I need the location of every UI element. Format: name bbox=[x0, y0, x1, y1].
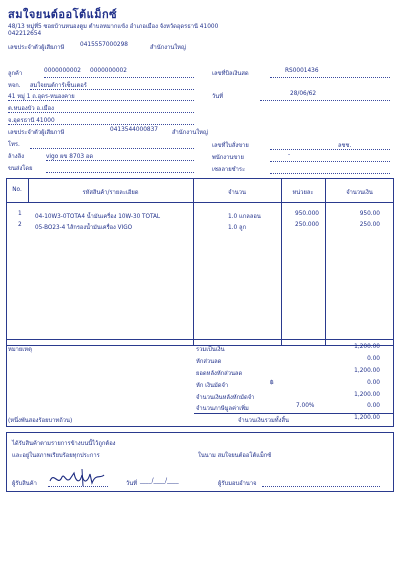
on-behalf-text: ในนาม สมใจยนต์ออโต้แม็กซ์ bbox=[198, 453, 272, 459]
cashier-label: เซลลายชำระ bbox=[212, 167, 246, 173]
authorizer-label: ผู้รับมอบอำนาจ bbox=[218, 481, 257, 487]
shop-name: สมใจยนต์การ์เซ็นเตอร์ bbox=[30, 83, 87, 89]
col-header-unit-price: หน่วยละ bbox=[292, 190, 314, 196]
vehicle-value: vigo ผข 8703 อด bbox=[46, 154, 94, 160]
customer-tax-id: 0413544000837 bbox=[110, 127, 158, 133]
company-phone: 042212654 bbox=[8, 31, 42, 37]
col-header-amount: จำนวนเงิน bbox=[346, 190, 373, 196]
vat-rate: 7.00% bbox=[296, 403, 315, 409]
company-tax-label: เลขประจำตัวผู้เสียภาษี bbox=[8, 45, 65, 51]
company-branch: สำนักงานใหญ่ bbox=[150, 45, 186, 51]
deposit-currency: ฿ bbox=[270, 380, 274, 386]
receiver-label: ผู้รับสินค้า bbox=[12, 481, 37, 487]
row-1-no: 1 bbox=[18, 211, 22, 217]
customer-branch: สำนักงานใหญ่ bbox=[172, 130, 208, 136]
row-2-description: 05-BO23-4 ไส้กรองน้ำมันเครื่อง VIGO bbox=[35, 225, 133, 231]
deposit-value: 0.00 bbox=[367, 380, 380, 386]
row-1-quantity: 1.0 แกลลอน bbox=[228, 214, 261, 220]
col-header-no: No. bbox=[12, 187, 22, 193]
row-2-amount: 250.00 bbox=[359, 222, 380, 228]
shop-prefix: หจก. bbox=[8, 83, 21, 89]
company-address: 48/13 หมู่ที่5 ซอยบ้านหนองตูม ตำบลหมากแข้ง อำเภอเมือง จังหวัดอุดรธานี 41000 bbox=[8, 24, 219, 30]
row-2-no: 2 bbox=[18, 222, 22, 228]
bill-number-label: เลขที่บิลเงินสด bbox=[212, 71, 249, 77]
doc-date: 28/06/62 bbox=[290, 91, 317, 97]
discount-label: หักส่วนลด bbox=[196, 359, 222, 365]
grand-total-label: จำนวนเงินรวมทั้งสิ้น bbox=[238, 418, 289, 424]
salesman-label: พนักงานขาย bbox=[212, 155, 244, 161]
subtotal-label: รวมเป็นเงิน bbox=[196, 347, 225, 353]
row-2-quantity: 1.0 ลูก bbox=[228, 225, 247, 231]
receiver-signature bbox=[46, 465, 112, 489]
after-discount-label: ยอดหลังหักส่วนลด bbox=[196, 371, 243, 377]
grand-total-value: 1,200.00 bbox=[354, 415, 380, 421]
sales-order-label: เลขที่ใบสั่งขาย bbox=[212, 143, 249, 149]
after-deposit-label: จำนวนเงินหลังหักมัดจำ bbox=[196, 395, 255, 401]
row-1-unit-price: 950.000 bbox=[295, 211, 319, 217]
remark-label: หมายเหตุ bbox=[8, 347, 32, 353]
customer-code-2: 0000000002 bbox=[90, 68, 127, 74]
company-name: สมใจยนต์ออโต้แม็กซ์ bbox=[8, 8, 118, 21]
deposit-label: หัก เงินมัดจำ bbox=[196, 383, 229, 389]
after-deposit-value: 1,200.00 bbox=[354, 392, 380, 398]
customer-code: 0000000002 bbox=[44, 68, 81, 74]
customer-phone-label: โทร. bbox=[8, 142, 20, 148]
customer-address-1: 41 หมู่ 1 ถ.อุดร-หนองคาย bbox=[8, 94, 75, 100]
receive-date-label: วันที่ bbox=[126, 481, 138, 487]
customer-tax-label: เลขประจำตัวผู้เสียภาษี bbox=[8, 130, 65, 136]
vat-value: 0.00 bbox=[367, 403, 380, 409]
salesman-value: - bbox=[288, 152, 291, 158]
col-header-quantity: จำนวน bbox=[228, 190, 246, 196]
row-1-amount: 950.00 bbox=[359, 211, 380, 217]
after-discount-value: 1,200.00 bbox=[354, 368, 380, 374]
vat-label: จำนวนภาษีมูลค่าเพิ่ม bbox=[196, 406, 249, 412]
customer-address-3: จ.อุดรธานี 41000 bbox=[8, 118, 55, 124]
customer-address-2: ต.หนองบัว อ.เมือง bbox=[8, 106, 54, 112]
receipt-note-2: และอยู่ในสภาพเรียบร้อยทุกประการ bbox=[12, 453, 100, 459]
row-2-unit-price: 250.000 bbox=[295, 222, 319, 228]
discount-code-label: ลชช. bbox=[338, 143, 352, 149]
amount-in-words: (หนึ่งพันสองร้อยบาทถ้วน) bbox=[8, 418, 73, 424]
subtotal-value: 1,200.00 bbox=[354, 344, 380, 350]
row-1-description: 04-10W3-0TOTA4 น้ำมันเครื่อง 10W-30 TOTAL bbox=[35, 214, 161, 220]
doc-date-label: วันที่ bbox=[212, 94, 224, 100]
bill-number: RS0001436 bbox=[285, 68, 319, 74]
receive-date-blank: ____/____/____ bbox=[140, 478, 179, 484]
receipt-note-1: ได้รับสินค้าตามรายการข้างบนนี้ไว้ถูกต้อง bbox=[12, 441, 116, 447]
customer-code-label: ลูกค้า bbox=[8, 71, 23, 77]
company-tax-id: 0415557000298 bbox=[80, 42, 128, 48]
delivery-label: ขนส่งโดย bbox=[8, 166, 33, 172]
discount-value: 0.00 bbox=[367, 356, 380, 362]
col-header-description: รหัสสินค้า/รายละเอียด bbox=[82, 190, 139, 196]
items-table bbox=[6, 178, 394, 346]
vehicle-label: ล้างลิง bbox=[8, 154, 25, 160]
